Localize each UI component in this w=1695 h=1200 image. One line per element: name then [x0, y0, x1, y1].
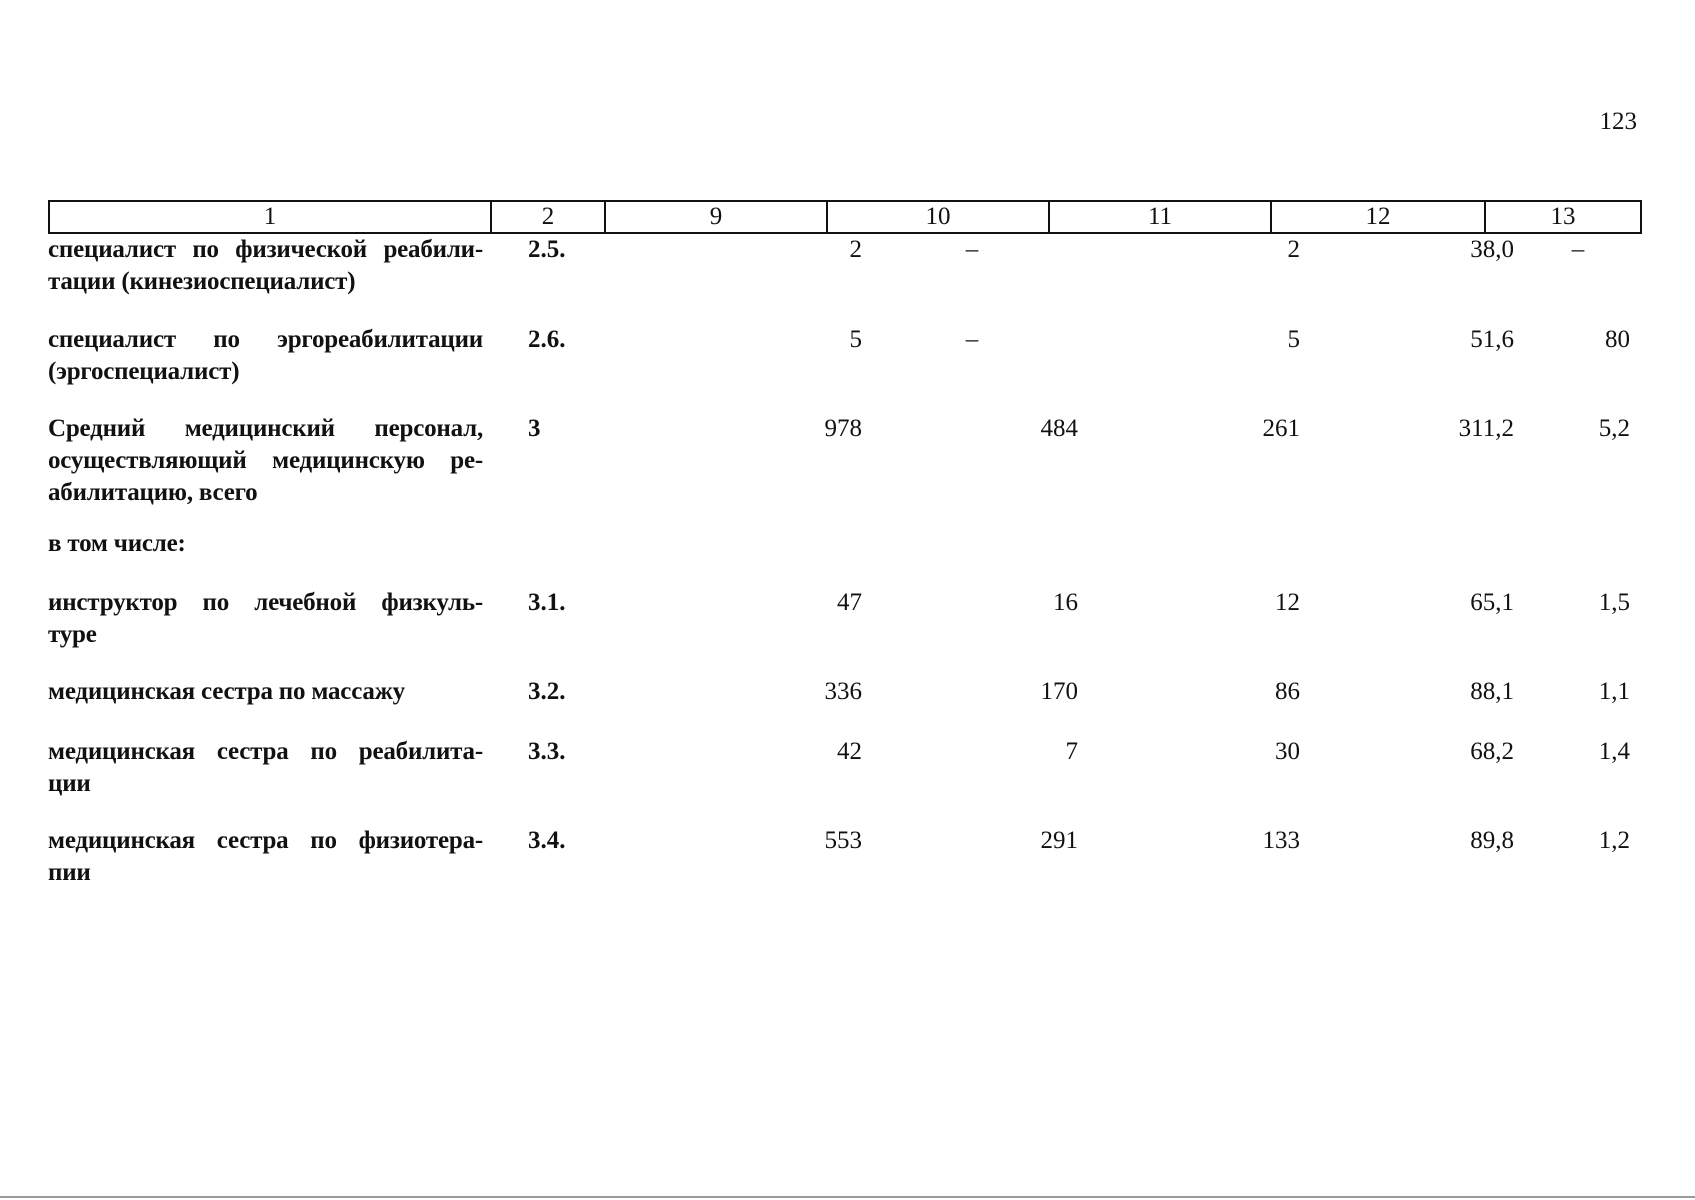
row-label — [48, 676, 483, 708]
cell-col-10: 484 — [1040, 415, 1078, 442]
table-row — [48, 587, 1640, 657]
row-label — [48, 234, 483, 298]
row-label — [48, 587, 483, 651]
cell-col-10: 291 — [1040, 827, 1078, 854]
header-col-13: 13 — [1485, 201, 1641, 233]
cell-col-10: – — [965, 236, 979, 263]
cell-col-12: 311,2 — [1458, 415, 1514, 442]
table-row — [48, 234, 1640, 304]
cell-col-11: 133 — [1262, 827, 1300, 854]
row-label-line: Средний медицинский персонал, — [48, 415, 483, 442]
page-number: 123 — [1599, 108, 1637, 135]
cell-col-10: 170 — [1040, 678, 1078, 705]
table-row — [48, 825, 1640, 895]
cell-col-11: 261 — [1262, 415, 1300, 442]
cell-col-12: 88,1 — [1470, 678, 1514, 705]
table-row — [48, 528, 1640, 568]
cell-col-9: 47 — [837, 589, 862, 616]
table-row — [48, 413, 1640, 513]
row-label-line: инструктор по лечебной физкуль- — [48, 589, 483, 616]
row-label-line: осуществляющий медицинскую ре- — [48, 447, 483, 474]
row-label — [48, 528, 483, 560]
header-col-12: 12 — [1271, 201, 1485, 233]
cell-col-9: 978 — [824, 415, 862, 442]
cell-col-13: 5,2 — [1598, 415, 1630, 442]
cell-col-9: 553 — [824, 827, 862, 854]
cell-col-9: 336 — [824, 678, 862, 705]
table-row — [48, 324, 1640, 394]
row-label — [48, 825, 483, 889]
row-code: 3.2. — [528, 678, 566, 705]
row-label-line: тации (кинезиоспециалист) — [48, 268, 356, 295]
cell-col-9: 5 — [849, 326, 862, 353]
row-label-line: туре — [48, 621, 97, 648]
header-col-9: 9 — [605, 201, 827, 233]
cell-col-11: 2 — [1287, 236, 1300, 263]
table-row — [48, 676, 1640, 716]
cell-col-12: 51,6 — [1470, 326, 1514, 353]
cell-col-13: 1,1 — [1598, 678, 1630, 705]
cell-col-10: 16 — [1053, 589, 1078, 616]
cell-col-12: 89,8 — [1470, 827, 1514, 854]
row-label-line: медицинская сестра по физиотера- — [48, 827, 483, 854]
row-code: 2.5. — [528, 236, 566, 263]
cell-col-12: 38,0 — [1470, 236, 1514, 263]
header-col-11: 11 — [1049, 201, 1271, 233]
row-label-line: абилитацию, всего — [48, 479, 258, 506]
header-col-1: 1 — [49, 201, 491, 233]
cell-col-12: 68,2 — [1470, 738, 1514, 765]
row-code: 3.3. — [528, 738, 566, 765]
cell-col-13: 1,5 — [1598, 589, 1630, 616]
cell-col-11: 30 — [1275, 738, 1300, 765]
row-code: 3.4. — [528, 827, 566, 854]
column-number-header — [48, 200, 1642, 234]
row-label — [48, 413, 483, 509]
scan-bottom-edge — [0, 1196, 1695, 1198]
row-label-line: пии — [48, 859, 91, 886]
row-label-line: специалист по эргореабилитации — [48, 326, 483, 353]
cell-col-11: 12 — [1275, 589, 1300, 616]
cell-col-10: 7 — [1065, 738, 1078, 765]
row-label-line: специалист по физической реабили- — [48, 236, 483, 263]
cell-col-12: 65,1 — [1470, 589, 1514, 616]
cell-col-9: 42 — [837, 738, 862, 765]
header-col-10: 10 — [827, 201, 1049, 233]
row-code: 3 — [528, 415, 541, 442]
cell-col-13: 1,4 — [1598, 738, 1630, 765]
cell-col-11: 86 — [1275, 678, 1300, 705]
row-label-line: медицинская сестра по массажу — [48, 678, 405, 705]
cell-col-13: 80 — [1605, 326, 1630, 353]
row-code: 2.6. — [528, 326, 566, 353]
cell-col-13: 1,2 — [1598, 827, 1630, 854]
row-label-line: медицинская сестра по реабилита- — [48, 738, 483, 765]
row-code: 3.1. — [528, 589, 566, 616]
row-label-line: в том числе: — [48, 530, 186, 557]
table-row — [48, 736, 1640, 806]
cell-col-9: 2 — [849, 236, 862, 263]
row-label — [48, 736, 483, 800]
cell-col-11: 5 — [1287, 326, 1300, 353]
header-col-2: 2 — [491, 201, 605, 233]
row-label-line: (эргоспециалист) — [48, 358, 240, 385]
cell-col-10: – — [965, 326, 979, 353]
row-label-line: ции — [48, 770, 91, 797]
row-label — [48, 324, 483, 388]
cell-col-13: – — [1571, 236, 1585, 263]
